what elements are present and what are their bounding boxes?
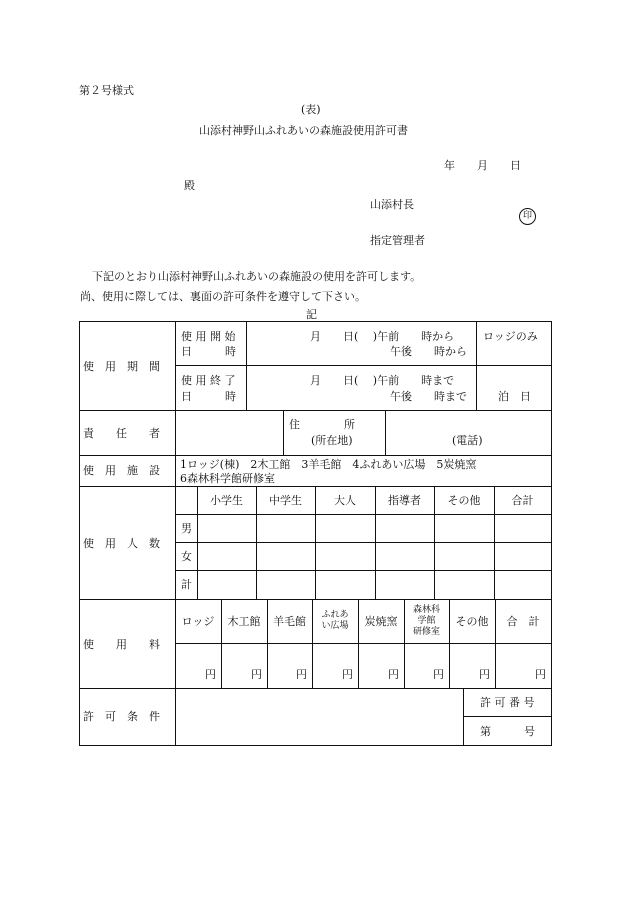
facilities-label: 使 用 施 設: [83, 464, 160, 477]
seal-mark: 印: [519, 208, 536, 225]
end-label-1: 使 用 終 了: [181, 374, 236, 387]
form-number: 第２号様式: [79, 84, 134, 97]
fee-col-header: 木工館: [227, 615, 261, 628]
document-title: 山添村神野山ふれあいの森施設使用許可書: [199, 124, 408, 137]
fee-col-header: 森林科 学館 研修室: [412, 605, 440, 637]
people-col-header: 小学生: [210, 494, 243, 507]
fee-unit: 円: [296, 668, 307, 681]
fee-unit: 円: [388, 668, 399, 681]
date-line: 年 月 日: [444, 159, 521, 172]
permit-number-value: 第 号: [480, 725, 535, 738]
fee-unit: 円: [535, 668, 546, 681]
people-row-label: 男: [181, 522, 192, 535]
fee-col-header: 羊毛館: [273, 615, 306, 628]
people-col-header: 合計: [511, 494, 534, 507]
fee-col-header: その他: [455, 615, 489, 628]
side-label: (表): [301, 103, 321, 116]
people-col-header: 大人: [334, 494, 356, 507]
people-row-label: 女: [181, 550, 192, 563]
start-label-1: 使 用 開 始: [181, 330, 236, 343]
issuer-mayor: 山添村長: [370, 198, 414, 211]
lodge-only-label: ロッジのみ: [483, 330, 538, 343]
fee-unit: 円: [479, 668, 490, 681]
addressee-suffix: 殿: [184, 179, 195, 192]
body-line-2: 尚、使用に際しては、裏面の許可条件を遵守して下さい。: [80, 290, 366, 303]
period-label: 使 用 期 間: [83, 360, 160, 373]
end-line-2: 午後 時まで: [390, 390, 467, 403]
ki-label: 記: [306, 308, 317, 321]
responsible-label: 責 任 者: [83, 427, 160, 440]
people-label: 使 用 人 数: [83, 537, 160, 550]
fee-unit: 円: [251, 668, 262, 681]
facilities-line-2: 6森林科学館研修室: [180, 472, 275, 485]
address-sub-label: (所在地): [311, 434, 353, 447]
fees-label: 使 用 料: [83, 638, 160, 651]
fee-col-header: ロッジ: [181, 615, 215, 628]
fee-col-header: 炭焼窯: [364, 615, 398, 628]
fee-unit: 円: [342, 668, 353, 681]
start-label-2: 日 時: [181, 345, 236, 358]
people-col-header: その他: [447, 494, 481, 507]
fee-unit: 円: [433, 668, 444, 681]
end-line-1: 月 日( )午前 時まで: [310, 374, 455, 387]
end-label-2: 日 時: [181, 390, 236, 403]
fee-col-header: ふれあ い広場: [321, 610, 349, 631]
people-row-label: 計: [181, 578, 192, 591]
phone-label: (電話): [452, 434, 483, 447]
permit-number-label: 許 可 番 号: [480, 696, 535, 709]
start-line-2: 午後 時から: [390, 345, 467, 358]
people-col-header: 中学生: [269, 494, 302, 507]
address-label: 住 所: [289, 418, 355, 431]
fee-unit: 円: [205, 668, 216, 681]
fee-col-header: 合 計: [506, 615, 540, 628]
start-line-1: 月 日( )午前 時から: [310, 330, 455, 343]
facilities-line-1: 1ロッジ(棟) 2木工館 3羊毛館 4ふれあい広場 5炭焼窯: [180, 458, 477, 471]
issuer-manager: 指定管理者: [370, 234, 425, 247]
nights-label: 泊 日: [498, 390, 531, 403]
people-col-header: 指導者: [388, 494, 421, 507]
conditions-label: 許 可 条 件: [83, 710, 160, 723]
body-line-1: 下記のとおり山添村神野山ふれあいの森施設の使用を許可します。: [92, 270, 422, 283]
